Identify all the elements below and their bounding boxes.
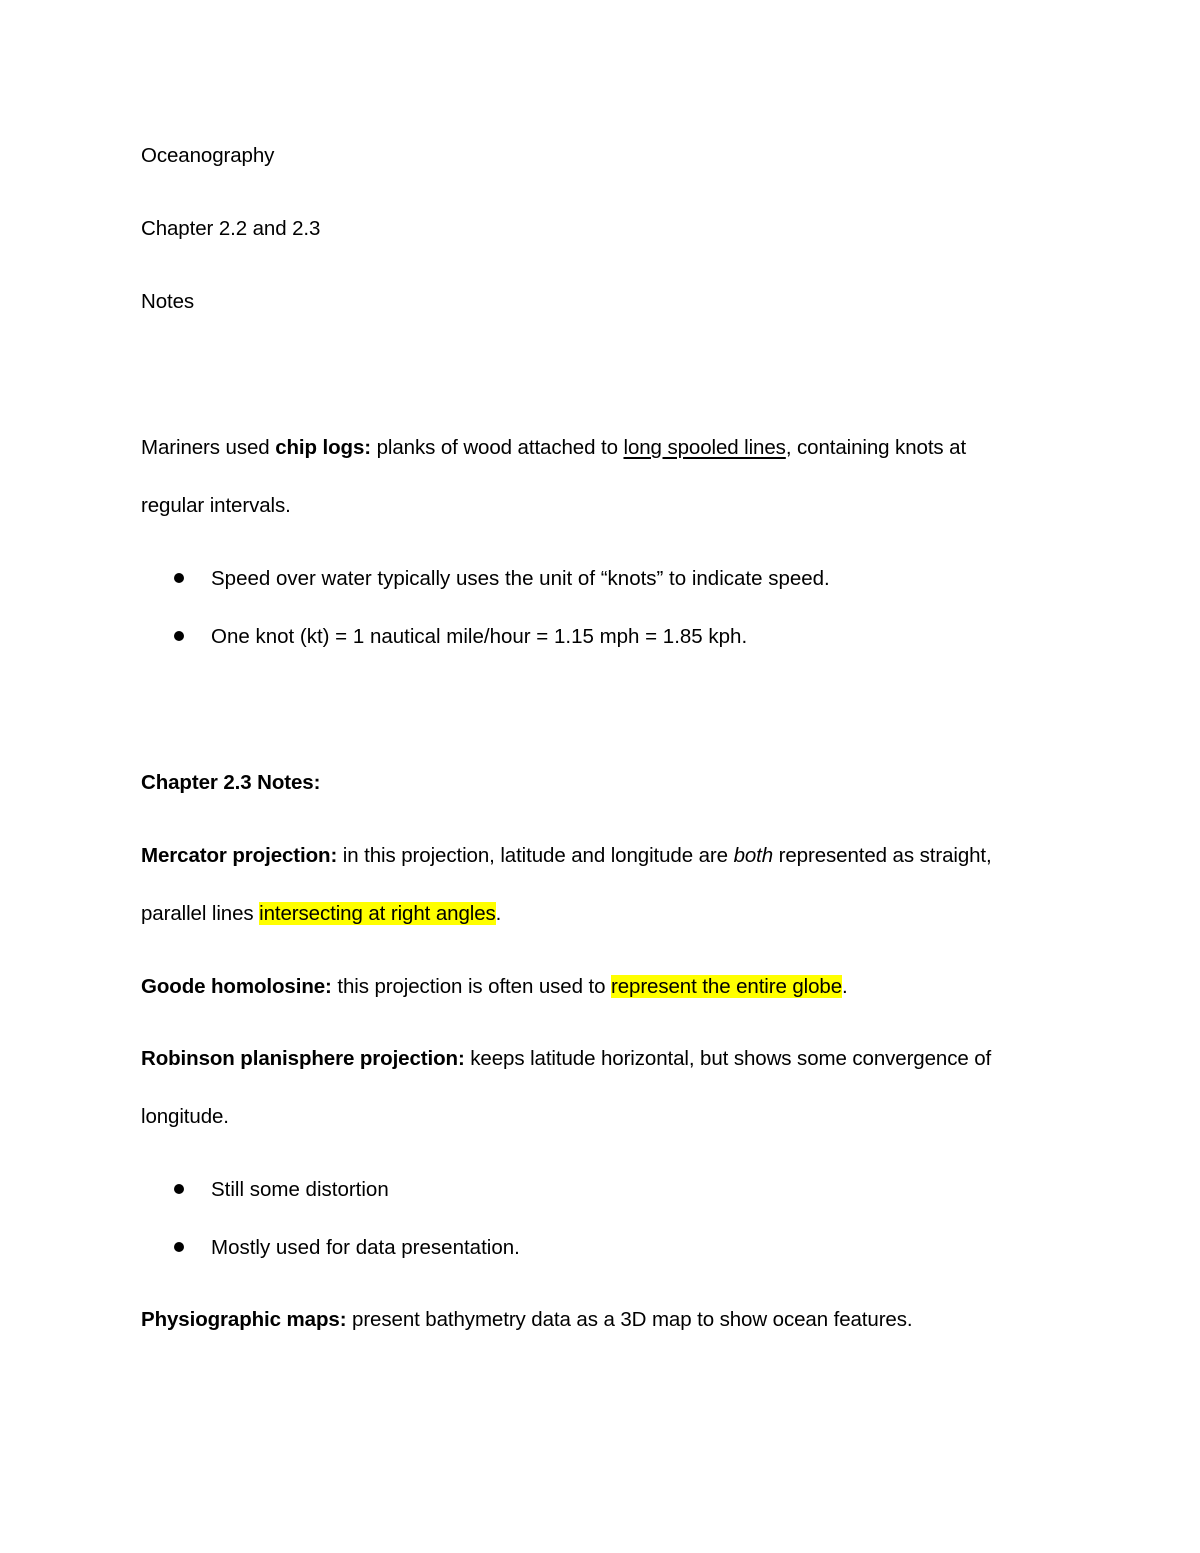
- list-item: [174, 565, 830, 593]
- chapter-range: Chapter 2.2 and 2.3: [141, 217, 321, 240]
- chip-logs-paragraph: [141, 434, 966, 462]
- physiographic-paragraph: [141, 1306, 912, 1334]
- mercator-term: Mercator projection:: [141, 844, 338, 867]
- list-item-text: Mostly used for data presentation.: [211, 1236, 520, 1259]
- text-run: planks of wood attached to: [371, 436, 624, 459]
- text-run: , containing knots at: [785, 436, 967, 459]
- mercator-paragraph: [141, 842, 992, 870]
- text-run: represented as straight,: [773, 844, 992, 867]
- list-item-text: Still some distortion: [211, 1178, 389, 1201]
- list-item-text: Speed over water typically uses the unit of “knots” to indicate speed.: [211, 567, 830, 590]
- text-run: .: [842, 975, 848, 998]
- chip-logs-term: chip logs:: [275, 436, 371, 459]
- notes-label: Notes: [141, 290, 195, 313]
- robinson-paragraph: [141, 1045, 991, 1073]
- list-item-text: One knot (kt) = 1 nautical mile/hour = 1.15 mph = 1.85 kph.: [211, 625, 748, 648]
- italic-word: both: [733, 844, 774, 867]
- list-item: [174, 1234, 520, 1262]
- chip-logs-paragraph-line2: regular intervals.: [141, 494, 291, 517]
- bullet-icon: [174, 1242, 184, 1252]
- text-run: Mariners used: [141, 436, 276, 459]
- text-run: parallel lines: [141, 902, 260, 925]
- list-item: [174, 623, 747, 651]
- text-run: present bathymetry data as a 3D map to show ocean features.: [346, 1308, 913, 1331]
- text-run: .: [495, 902, 502, 925]
- goode-term: Goode homolosine:: [141, 975, 332, 998]
- text-run: keeps latitude horizontal, but shows some convergence of: [464, 1047, 992, 1070]
- mercator-paragraph-line2: [141, 900, 501, 928]
- text-run: in this projection, latitude and longitude are: [337, 844, 734, 867]
- highlighted-phrase: represent the entire globe: [611, 975, 843, 998]
- goode-paragraph: [141, 973, 848, 1001]
- physiographic-term: Physiographic maps:: [141, 1308, 347, 1331]
- list-item: [174, 1176, 389, 1204]
- underlined-phrase: long spooled lines: [623, 436, 786, 459]
- text-run: this projection is often used to: [331, 975, 611, 998]
- course-title: Oceanography: [141, 144, 275, 167]
- robinson-term: Robinson planisphere projection:: [141, 1047, 465, 1070]
- bullet-icon: [174, 573, 184, 583]
- bullet-icon: [174, 1184, 184, 1194]
- robinson-paragraph-line2: longitude.: [141, 1105, 229, 1128]
- highlighted-phrase: intersecting at right angles: [259, 902, 496, 925]
- bullet-icon: [174, 631, 184, 641]
- section-heading: Chapter 2.3 Notes:: [141, 771, 321, 794]
